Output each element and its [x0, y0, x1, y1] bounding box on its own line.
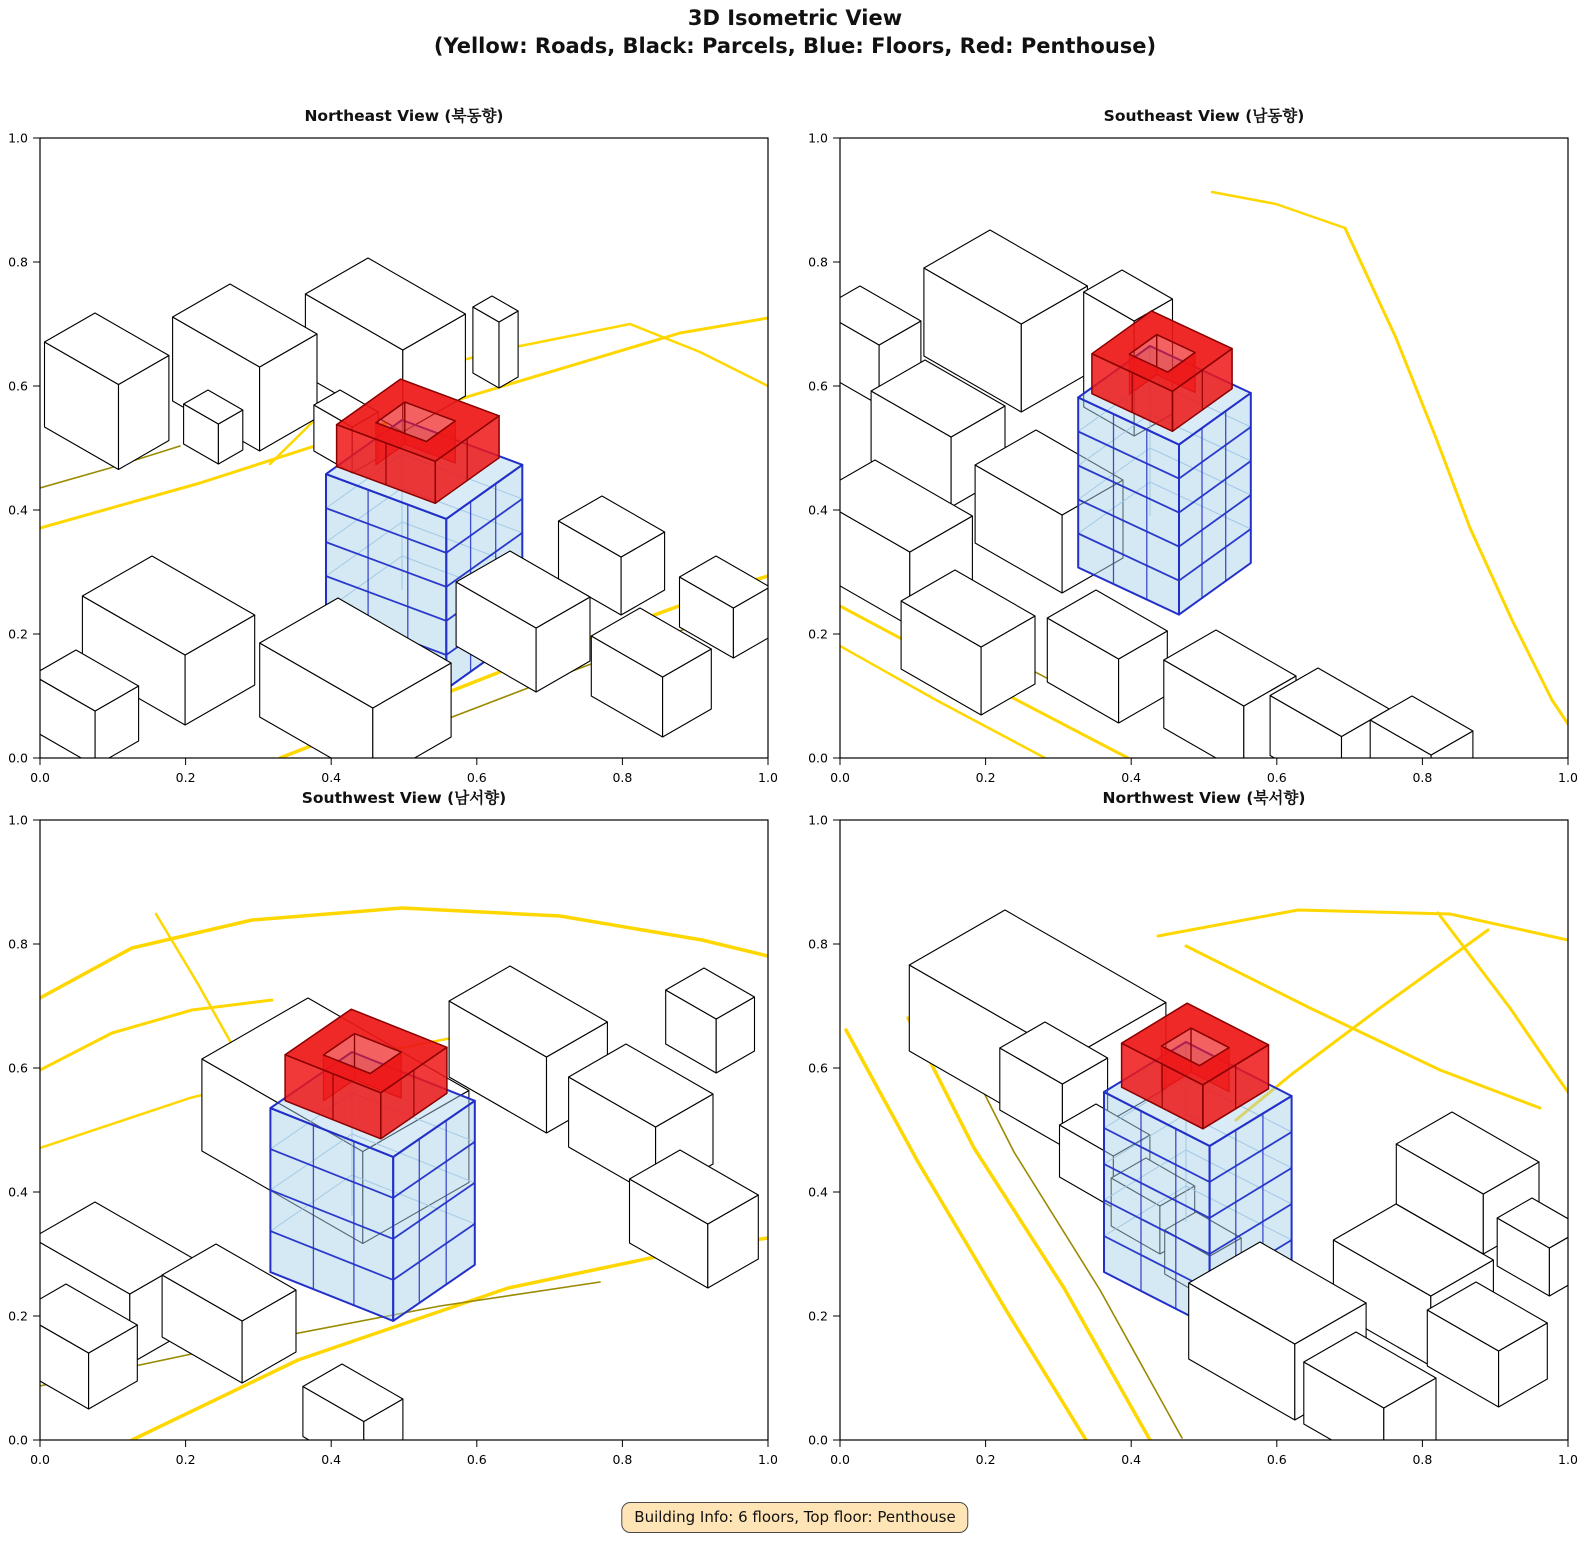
svg-text:0.4: 0.4 [8, 1184, 28, 1200]
svg-text:0.0: 0.0 [808, 1432, 828, 1448]
svg-text:0.8: 0.8 [1412, 770, 1433, 785]
northeast-view-plot [0, 126, 780, 806]
svg-text:0.6: 0.6 [8, 378, 28, 394]
southeast-view-plot [788, 126, 1580, 806]
svg-text:1.0: 1.0 [758, 1452, 778, 1467]
panel-title-northeast: Northeast View (북동향) [304, 107, 504, 125]
svg-text:1.0: 1.0 [8, 812, 28, 828]
svg-text:0.6: 0.6 [466, 770, 487, 785]
svg-text:0.4: 0.4 [1121, 1452, 1142, 1467]
svg-text:1.0: 1.0 [1558, 1452, 1578, 1467]
svg-text:0.0: 0.0 [808, 750, 828, 766]
panel-title-northwest: Northwest View (북서향) [1102, 789, 1306, 807]
svg-text:0.6: 0.6 [1266, 1452, 1287, 1467]
svg-text:0.2: 0.2 [175, 770, 196, 785]
svg-text:0.6: 0.6 [808, 1060, 828, 1076]
svg-text:0.8: 0.8 [808, 254, 828, 270]
svg-text:0.2: 0.2 [8, 1308, 28, 1324]
figure-title: 3D Isometric View [687, 6, 903, 30]
svg-text:0.0: 0.0 [830, 770, 850, 785]
svg-text:0.2: 0.2 [8, 626, 28, 642]
svg-text:0.4: 0.4 [8, 502, 28, 518]
panel-title-southeast: Southeast View (남동향) [1103, 107, 1305, 125]
northwest-view-plot [788, 808, 1580, 1488]
svg-text:0.4: 0.4 [808, 1184, 828, 1200]
svg-text:1.0: 1.0 [8, 130, 28, 146]
svg-text:1.0: 1.0 [808, 130, 828, 146]
svg-text:0.8: 0.8 [612, 1452, 633, 1467]
svg-text:0.2: 0.2 [975, 1452, 996, 1467]
svg-text:0.0: 0.0 [30, 770, 50, 785]
svg-text:0.8: 0.8 [8, 254, 28, 270]
svg-text:0.4: 0.4 [321, 770, 342, 785]
svg-text:1.0: 1.0 [808, 812, 828, 828]
svg-text:0.4: 0.4 [808, 502, 828, 518]
figure-subtitle: (Yellow: Roads, Black: Parcels, Blue: Floors, Red: Penthouse) [433, 34, 1157, 58]
svg-text:0.8: 0.8 [1412, 1452, 1433, 1467]
svg-text:0.2: 0.2 [175, 1452, 196, 1467]
svg-text:0.8: 0.8 [808, 936, 828, 952]
svg-text:1.0: 1.0 [1558, 770, 1578, 785]
svg-text:0.0: 0.0 [30, 1452, 50, 1467]
svg-text:0.4: 0.4 [1121, 770, 1142, 785]
svg-text:0.6: 0.6 [1266, 770, 1287, 785]
svg-text:0.4: 0.4 [321, 1452, 342, 1467]
svg-text:0.2: 0.2 [975, 770, 996, 785]
svg-text:0.0: 0.0 [8, 1432, 28, 1448]
svg-text:0.0: 0.0 [830, 1452, 850, 1467]
svg-text:1.0: 1.0 [758, 770, 778, 785]
building-info-badge: Building Info: 6 floors, Top floor: Penthouse [621, 1502, 968, 1533]
svg-text:0.2: 0.2 [808, 1308, 828, 1324]
svg-text:0.8: 0.8 [8, 936, 28, 952]
svg-text:0.2: 0.2 [808, 626, 828, 642]
svg-text:0.0: 0.0 [8, 750, 28, 766]
svg-text:0.6: 0.6 [8, 1060, 28, 1076]
svg-text:0.6: 0.6 [466, 1452, 487, 1467]
southwest-view-plot [0, 808, 780, 1488]
svg-text:0.6: 0.6 [808, 378, 828, 394]
svg-text:0.8: 0.8 [612, 770, 633, 785]
panel-title-southwest: Southwest View (남서향) [301, 789, 507, 807]
